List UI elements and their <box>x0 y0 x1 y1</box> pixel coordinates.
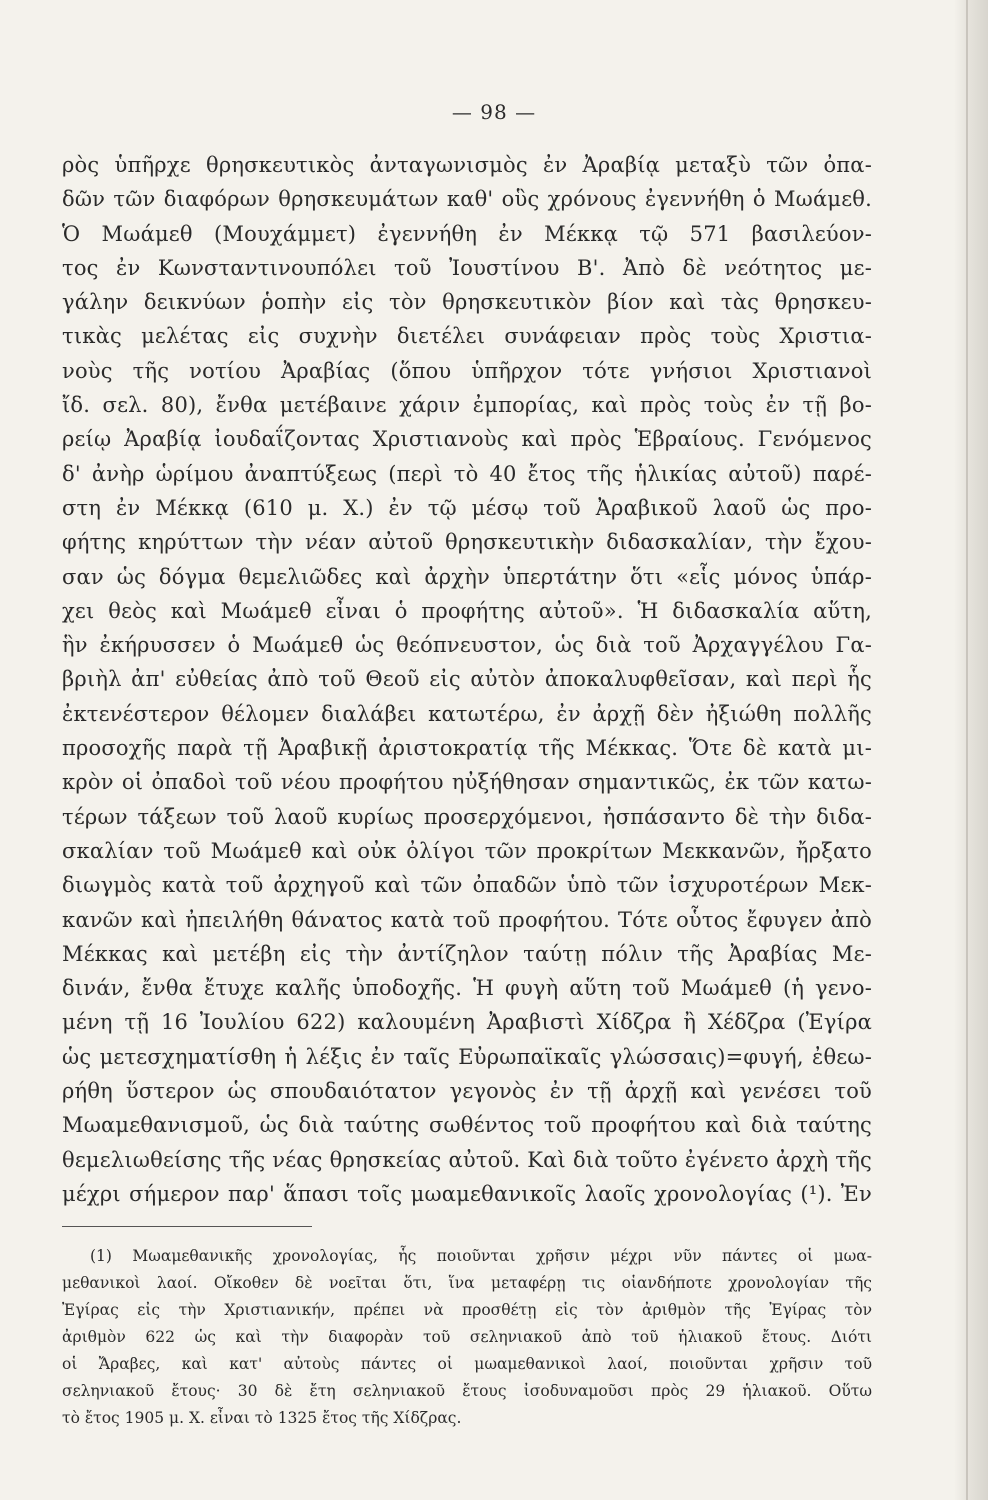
text-line: φήτης κηρύττων τὴν νέαν αὐτοῦ θρησκευτικὴν διδασκαλίαν, τὴν ἔχου- <box>62 530 872 555</box>
text-line: ρήθη ὕστερον ὡς σπουδαιότατον γεγονὸς ἐν τῇ ἀρχῇ καὶ γενέσει τοῦ <box>62 1079 872 1104</box>
text-line: τος ἐν Κωνσταντινουπόλει τοῦ Ἰουστίνου Β'. Ἀπὸ δὲ νεότητος με- <box>62 255 872 280</box>
footnote-line: μεθανικοὶ λαοί. Οἴκοθεν δὲ νοεῖται ὅτι, ἵνα μεταφέρῃ τις οἱανδήποτε χρονολογίαν τῆς <box>62 1274 872 1292</box>
footnote-line: οἱ Ἄραβες, καὶ κατ' αὐτοὺς πάντες οἱ μωαμεθανικοὶ λαοί, ποιοῦνται χρῆσιν τοῦ <box>62 1355 872 1373</box>
text-line: βριὴλ ἀπ' εὐθείας ἀπὸ τοῦ Θεοῦ εἰς αὐτὸν ἀποκαλυφθεῖσαν, καὶ περὶ ἧς <box>62 667 872 692</box>
footnote <box>62 1243 872 1432</box>
text-line: γάλην δεικνύων ῥοπὴν εἰς τὸν θρησκευτικὸν βίον καὶ τὰς θρησκευ- <box>62 290 872 315</box>
footnote-divider <box>62 1226 312 1227</box>
text-line: ρὸς ὑπῆρχε θρησκευτικὸς ἀνταγωνισμὸς ἐν Ἀραβίᾳ μεταξὺ τῶν ὀπα- <box>62 153 872 177</box>
text-line: σκαλίαν τοῦ Μωάμεθ καὶ οὐκ ὀλίγοι τῶν προκρίτων Μεκκανῶν, ἤρξατο <box>62 838 872 863</box>
main-text <box>62 148 872 1211</box>
footnote-line: τὸ ἔτος 1905 μ. Χ. εἶναι τὸ 1325 ἔτος τῆς Χίδζρας. <box>62 1409 462 1427</box>
text-line: Ὁ Μωάμεθ (Μουχάμμετ) ἐγεννήθη ἐν Μέκκᾳ τῷ 571 βασιλεύον- <box>62 221 872 246</box>
page-edge-shadow <box>954 0 988 1500</box>
text-line: Μέκκας καὶ μετέβη εἰς τὴν ἀντίζηλον ταύτῃ πόλιν τῆς Ἀραβίας Με- <box>62 941 872 966</box>
text-line: ἴδ. σελ. 80), ἔνθα μετέβαινε χάριν ἐμπορίας, καὶ πρὸς τοὺς ἐν τῇ βο- <box>62 393 872 418</box>
text-line: δινάν, ἔνθα ἔτυχε καλῆς ὑποδοχῆς. Ἡ φυγὴ αὕτη τοῦ Μωάμεθ (ἡ γενο- <box>62 976 872 1001</box>
text-line: νοὺς τῆς νοτίου Ἀραβίας (ὅπου ὑπῆρχον τότε γνήσιοι Χριστιανοὶ <box>62 358 872 383</box>
footnote-line: (1) Μωαμεθανικῆς χρονολογίας, ἧς ποιοῦνται χρῆσιν μέχρι νῦν πάντες οἱ μωα- <box>90 1247 872 1265</box>
text-line: μέχρι σήμερον παρ' ἅπασι τοῖς μωαμεθανικοῖς λαοῖς χρονολογίας (¹). Ἐν <box>62 1181 872 1206</box>
text-line: σαν ὡς δόγμα θεμελιῶδες καὶ ἀρχὴν ὑπερτάτην ὅτι «εἷς μόνος ὑπάρ- <box>62 564 872 589</box>
footnote-line: Ἐγίρας εἰς τὴν Χριστιανικήν, πρέπει νὰ προσθέτῃ εἰς τὸν ἀριθμὸν τῆς Ἐγίρας τὸν <box>62 1301 872 1319</box>
text-line: διωγμὸς κατὰ τοῦ ἀρχηγοῦ καὶ τῶν ὀπαδῶν ὑπὸ τῶν ἰσχυροτέρων Μεκ- <box>62 873 872 898</box>
text-line: θεμελιωθείσης τῆς νέας θρησκείας αὐτοῦ. Καὶ διὰ τοῦτο ἐγένετο ἀρχὴ τῆς <box>62 1147 872 1172</box>
text-line: χει θεὸς καὶ Μωάμεθ εἶναι ὁ προφήτης αὐτοῦ». Ἡ διδασκαλία αὕτη, <box>62 598 872 623</box>
text-line: προσοχῆς παρὰ τῇ Ἀραβικῇ ἀριστοκρατίᾳ τῆς Μέκκας. Ὅτε δὲ κατὰ μι- <box>62 736 872 761</box>
text-line: κανῶν καὶ ἠπειλήθη θάνατος κατὰ τοῦ προφήτου. Τότε οὗτος ἔφυγεν ἀπὸ <box>62 907 872 932</box>
text-line: μένη τῇ 16 Ἰουλίου 622) καλουμένη Ἀραβιστὶ Χίδζρα ἢ Χέδζρα (Ἐγίρα <box>62 1010 872 1035</box>
text-line: Μωαμεθανισμοῦ, ὡς διὰ ταύτης σωθέντος τοῦ προφήτου καὶ διὰ ταύτης <box>62 1113 872 1138</box>
text-line: ἣν ἐκήρυσσεν ὁ Μωάμεθ ὡς θεόπνευστον, ὡς διὰ τοῦ Ἀρχαγγέλου Γα- <box>62 633 872 658</box>
page-edge-line <box>966 0 968 1500</box>
text-line: δ' ἀνὴρ ὡρίμου ἀναπτύξεως (περὶ τὸ 40 ἔτος τῆς ἡλικίας αὐτοῦ) παρέ- <box>62 461 872 486</box>
footnote-line: σεληνιακοῦ ἔτους· 30 δὲ ἔτη σεληνιακοῦ ἔτους ἰσοδυναμοῦσι πρὸς 29 ἡλιακοῦ. Οὕτω <box>62 1382 872 1400</box>
text-line: στη ἐν Μέκκᾳ (610 μ. Χ.) ἐν τῷ μέσῳ τοῦ Ἀραβικοῦ λαοῦ ὡς προ- <box>62 495 872 520</box>
text-line: δῶν τῶν διαφόρων θρησκευμάτων καθ' οὓς χρόνους ἐγεννήθη ὁ Μωάμεθ. <box>62 187 872 212</box>
text-line: ρείῳ Ἀραβίᾳ ἰουδαΐζοντας Χριστιανοὺς καὶ πρὸς Ἑβραίους. Γενόμενος <box>62 427 872 452</box>
footnote-line: ἀριθμὸν 622 ὡς καὶ τὴν διαφορὰν τοῦ σεληνιακοῦ ἀπὸ τοῦ ἡλιακοῦ ἔτους. Διότι <box>62 1328 872 1346</box>
text-line: τέρων τάξεων τοῦ λαοῦ κυρίως προσερχόμενοι, ἠσπάσαντο δὲ τὴν διδα- <box>62 804 872 829</box>
text-line: κρὸν οἱ ὀπαδοὶ τοῦ νέου προφήτου ηὐξήθησαν σημαντικῶς, ἐκ τῶν κατω- <box>62 770 872 795</box>
text-line: ὡς μετεσχηματίσθη ἡ λέξις ἐν ταῖς Εὐρωπαϊκαῖς γλώσσαις)=φυγή, ἐθεω- <box>62 1044 872 1069</box>
text-line: τικὰς μελέτας εἰς συχνὴν διετέλει συνάφειαν πρὸς τοὺς Χριστια- <box>62 324 872 349</box>
text-line: ἐκτενέστερον θέλομεν διαλάβει κατωτέρω, ἐν ἀρχῇ δὲν ἠξιώθη πολλῆς <box>62 701 872 726</box>
page-number: — 98 — <box>451 100 537 124</box>
